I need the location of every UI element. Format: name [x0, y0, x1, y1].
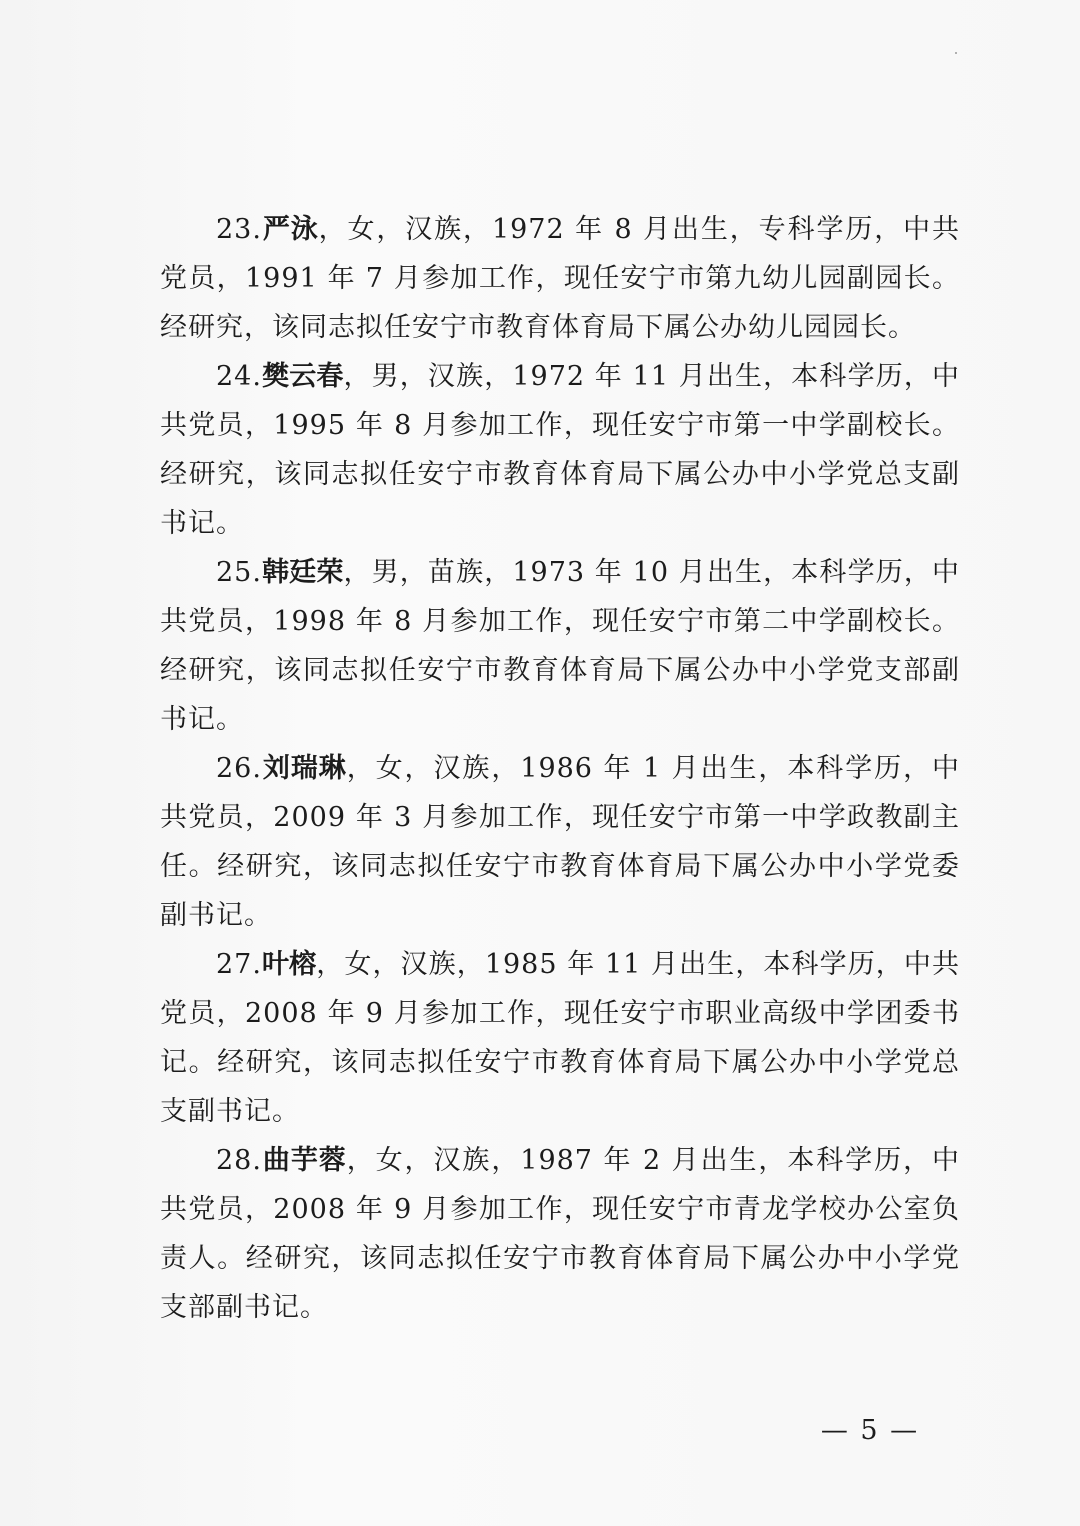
entry-name: 韩廷荣: [261, 557, 344, 588]
entry-name: 刘瑞琳: [261, 753, 347, 784]
entry-text: ，女，汉族，1972 年 8 月出生，专科学历，中共党员，1991 年 7 月参加工作，现任安宁市第九幼儿园副园长。经研究，该同志拟任安宁市教育体育局下属公办幼儿园园长。: [160, 214, 961, 343]
appointment-entry-24: [160, 352, 960, 548]
entry-text: ，男，汉族，1972 年 11 月出生，本科学历，中共党员，1995 年 8 月参加工作，现任安宁市第一中学副校长。经研究，该同志拟任安宁市教育体育局下属公办中小学党总支副书记。: [160, 361, 960, 539]
entry-name: 叶榕: [261, 949, 317, 980]
appointment-entry-26: [160, 744, 960, 940]
entry-text: ，女，汉族，1987 年 2 月出生，本科学历，中共党员，2008 年 9 月参加工作，现任安宁市青龙学校办公室负责人。经研究，该同志拟任安宁市教育体育局下属公办中小学党支部副书记。: [160, 1145, 961, 1323]
page-number: — 5 —: [820, 1415, 920, 1446]
entry-text: ，女，汉族，1985 年 11 月出生，本科学历，中共党员，2008 年 9 月参加工作，现任安宁市职业高级中学团委书记。经研究，该同志拟任安宁市教育体育局下属公办中小学党总支副书记。: [160, 949, 960, 1127]
appointment-entry-25: [160, 548, 960, 744]
scan-speck: [955, 52, 957, 54]
entry-number: 24.: [216, 361, 262, 392]
entry-text: ，女，汉族，1986 年 1 月出生，本科学历，中共党员，2009 年 3 月参加工作，现任安宁市第一中学政教副主任。经研究，该同志拟任安宁市教育体育局下属公办中小学党委副书记。: [160, 753, 961, 931]
entry-name: 樊云春: [261, 361, 344, 392]
entry-text: ，男，苗族，1973 年 10 月出生，本科学历，中共党员，1998 年 8 月参加工作，现任安宁市第二中学副校长。经研究，该同志拟任安宁市教育体育局下属公办中小学党支部副书记。: [160, 557, 960, 735]
entry-name: 严泳: [261, 214, 319, 245]
appointment-list: [160, 205, 960, 1332]
entry-name: 曲芋蓉: [261, 1145, 347, 1176]
appointment-entry-28: [160, 1136, 960, 1332]
entry-number: 23.: [216, 214, 262, 245]
appointment-entry-23: [160, 205, 960, 352]
entry-number: 27.: [216, 949, 262, 980]
entry-number: 28.: [216, 1145, 262, 1176]
appointment-entry-27: [160, 940, 960, 1136]
entry-number: 25.: [216, 557, 262, 588]
entry-number: 26.: [216, 753, 262, 784]
